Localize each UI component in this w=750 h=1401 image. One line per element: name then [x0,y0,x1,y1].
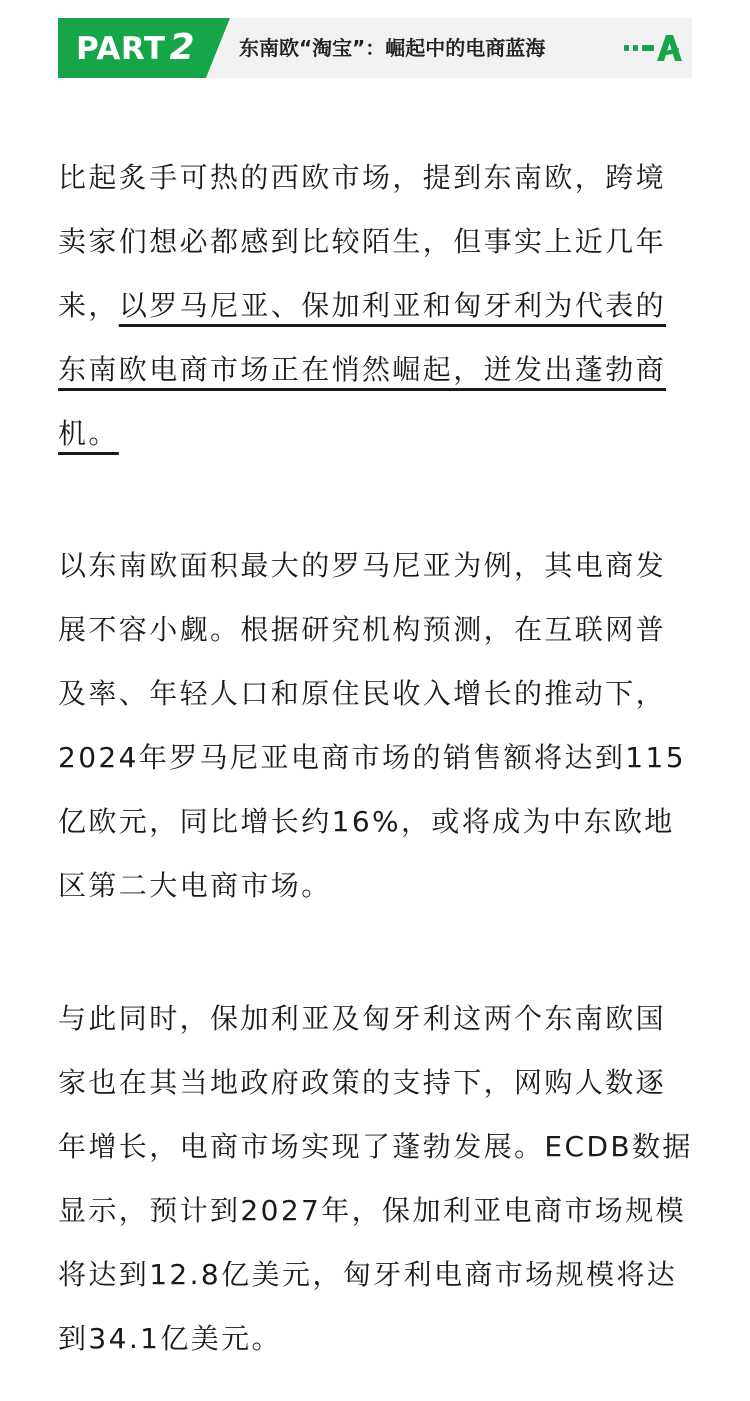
text-line [58,402,698,466]
dots-decoration [624,45,654,53]
text-line: 比起炙手可热的西欧市场，提到东南欧，跨境 [58,161,667,194]
underlined-highlight: 以罗马尼亚、保加利亚和匈牙利为代表的 [118,289,667,322]
text-line: 与此同时，保加利亚及匈牙利这两个东南欧国 [58,1002,667,1035]
part-label: PART 2 [76,27,196,68]
text-line [58,338,698,402]
paragraph-3 [58,987,698,1371]
underlined-highlight: 机。 [58,417,119,450]
green-a-logo-icon [656,34,682,62]
text-span: 来， [58,289,119,322]
text-line: 卖家们想必都感到比较陌生，但事实上近几年 [58,225,667,258]
text-line [58,274,698,338]
paragraph-2 [58,534,698,918]
text-line: 家也在其当地政府政策的支持下，网购人数逐 [58,1066,667,1099]
text-line: 展不容小觑。根据研究机构预测，在互联网普 [58,613,667,646]
section-title: 东南欧“淘宝”：崛起中的电商蓝海 [239,36,546,60]
section-banner [58,18,692,78]
part-number: 2 [169,27,196,68]
paragraph-1 [58,146,698,466]
underlined-highlight: 东南欧电商市场正在悄然崛起，迸发出蓬勃商 [58,353,667,386]
text-line: 及率、年轻人口和原住民收入增长的推动下， [58,677,667,710]
text-line: 2024年罗马尼亚电商市场的销售额将达到115 [58,741,686,774]
text-line: 以东南欧面积最大的罗马尼亚为例，其电商发 [58,549,667,582]
text-line: 年增长，电商市场实现了蓬勃发展。ECDB数据 [58,1130,693,1163]
text-line: 到34.1亿美元。 [58,1322,282,1355]
text-line: 亿欧元，同比增长约16%，或将成为中东欧地 [58,805,675,838]
text-line: 将达到12.8亿美元，匈牙利电商市场规模将达 [58,1258,678,1291]
text-line: 区第二大电商市场。 [58,869,332,902]
text-line: 显示，预计到2027年，保加利亚电商市场规模 [58,1194,687,1227]
